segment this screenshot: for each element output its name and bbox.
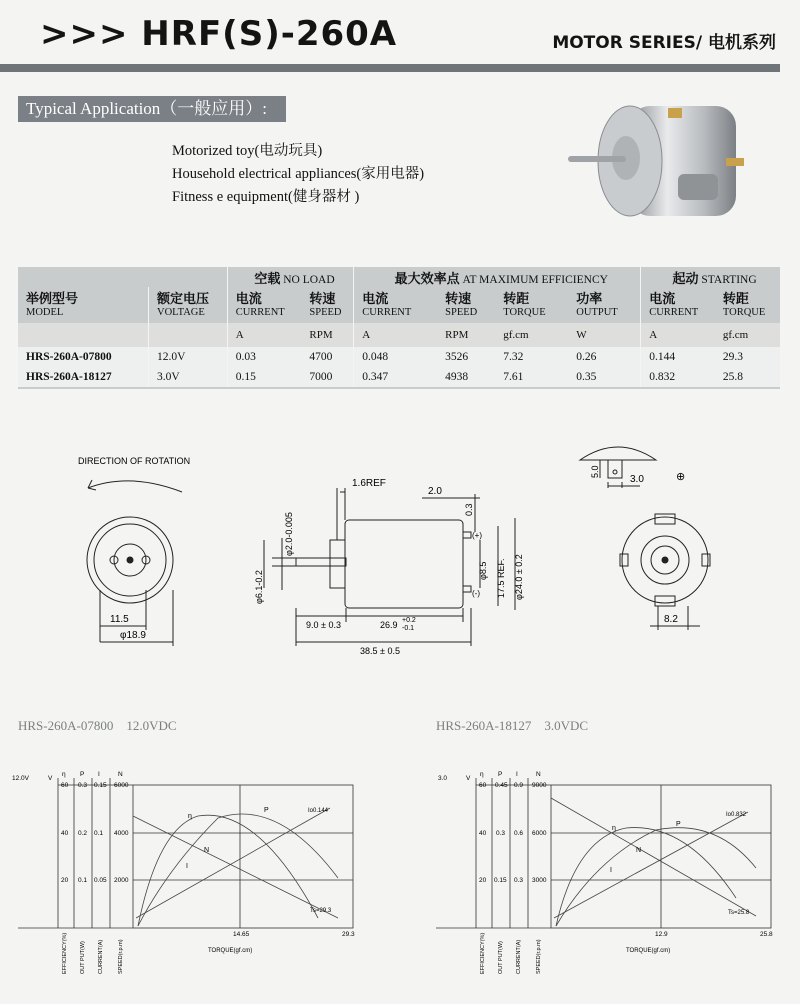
tick-label: 4000 bbox=[114, 830, 129, 837]
tick-label: 40 bbox=[479, 830, 487, 837]
dim-label: φ8.5 bbox=[478, 561, 488, 580]
col-header: 转距 TORQUE bbox=[715, 287, 780, 323]
page-title: >>> HRF(S)-260A bbox=[40, 14, 398, 54]
x-tick: 14.65 bbox=[233, 931, 250, 938]
motor-photo bbox=[560, 96, 760, 236]
col-head: P bbox=[498, 771, 503, 778]
curve-label-p: P bbox=[264, 807, 269, 814]
table-cell: 12.0V bbox=[149, 347, 228, 367]
table-cell: 0.347 bbox=[354, 367, 437, 387]
tick-label: 20 bbox=[479, 877, 487, 884]
table-cell: 3526 bbox=[437, 347, 495, 367]
unit-cell: A bbox=[354, 323, 437, 347]
unit-cell: W bbox=[568, 323, 640, 347]
col-header: 转速 SPEED bbox=[437, 287, 495, 323]
tick-label: 0.3 bbox=[514, 877, 524, 884]
table-cell: 4938 bbox=[437, 367, 495, 387]
axis-label: SPEED(r.p.m) bbox=[536, 939, 542, 974]
dim-label: φ18.9 bbox=[120, 630, 146, 641]
tick-label: 0.3 bbox=[78, 782, 88, 789]
unit-cell: A bbox=[227, 323, 301, 347]
dim-label: φ24.0 ± 0.2 bbox=[514, 554, 524, 600]
axis-label: CURRENT(A) bbox=[516, 939, 522, 974]
col-head: I bbox=[516, 771, 518, 778]
tick-label: 0.9 bbox=[514, 782, 524, 789]
curve-label-eta: η bbox=[612, 825, 616, 832]
table-cell: 3.0V bbox=[149, 367, 228, 387]
curve-label-io: Io0.832 bbox=[726, 812, 747, 818]
col-head: η bbox=[480, 771, 484, 778]
curve-label-i: I bbox=[610, 867, 612, 874]
tick-label: 40 bbox=[61, 830, 69, 837]
unit-cell: RPM bbox=[301, 323, 353, 347]
group-max-efficiency: 最大效率点 AT MAXIMUM EFFICIENCY bbox=[354, 267, 641, 287]
dim-label: 1.6REF bbox=[352, 478, 386, 489]
dim-label: 5.0 bbox=[590, 465, 600, 478]
performance-chart-2 bbox=[436, 768, 780, 980]
application-item: Fitness e equipment(健身器材 ) bbox=[172, 189, 360, 205]
dim-label: φ2.0-0.005 bbox=[284, 512, 294, 556]
terminal-minus: (-) bbox=[472, 589, 480, 598]
tick-label: 0.15 bbox=[94, 782, 107, 789]
page-header bbox=[0, 0, 800, 72]
table-cell: 7000 bbox=[301, 367, 353, 387]
group-no-load: 空载 NO LOAD bbox=[227, 267, 354, 287]
dim-label: 9.0 ± 0.3 bbox=[306, 620, 341, 630]
plus-symbol: ⊕ bbox=[676, 471, 686, 483]
curve-label-io: Io0.144 bbox=[308, 808, 329, 814]
tick-label: 0.1 bbox=[78, 877, 88, 884]
model-cell: HRS-260A-07800 bbox=[18, 347, 149, 367]
table-cell: 7.32 bbox=[495, 347, 568, 367]
tick-label: 9000 bbox=[532, 782, 547, 789]
application-heading: Typical Application（一般应用）: bbox=[18, 96, 286, 122]
tick-label: 0.15 bbox=[494, 877, 507, 884]
tick-label: 20 bbox=[61, 877, 69, 884]
col-head: η bbox=[62, 771, 66, 778]
unit-cell: A bbox=[641, 323, 715, 347]
terminal-plus: (+) bbox=[472, 531, 482, 540]
col-header: 电流 CURRENT bbox=[354, 287, 437, 323]
col-header: 转距 TORQUE bbox=[495, 287, 568, 323]
col-head: V bbox=[48, 775, 53, 782]
table-cell: 0.048 bbox=[354, 347, 437, 367]
unit-cell: gf.cm bbox=[495, 323, 568, 347]
x-tick: 29.3 bbox=[342, 931, 355, 938]
dimension-drawing bbox=[0, 430, 800, 660]
tick-label: 0.2 bbox=[78, 830, 88, 837]
axis-label: EFFICIENCY(%) bbox=[480, 932, 486, 974]
col-head: V bbox=[466, 775, 471, 782]
table-cell: 0.144 bbox=[641, 347, 715, 367]
chart-title-1: HRS-260A-07800 12.0VDC bbox=[18, 718, 177, 733]
table-row bbox=[18, 347, 780, 367]
application-list bbox=[172, 140, 424, 209]
table-cell: 0.35 bbox=[568, 367, 640, 387]
dim-label: 0.3 bbox=[464, 503, 474, 516]
tick-label: 6000 bbox=[114, 782, 129, 789]
unit-cell: RPM bbox=[437, 323, 495, 347]
dim-label: 17.5 REF. bbox=[496, 558, 506, 598]
col-header: 转速 SPEED bbox=[301, 287, 353, 323]
dim-label: φ6.1-0.2 bbox=[254, 570, 264, 604]
table-cell: 29.3 bbox=[715, 347, 780, 367]
tick-label: 6000 bbox=[532, 830, 547, 837]
spec-unit-row bbox=[18, 323, 780, 347]
application-item: Household electrical appliances(家用电器) bbox=[172, 166, 425, 182]
volt-tag: 12.0V bbox=[12, 775, 29, 782]
tick-label: 3000 bbox=[532, 877, 547, 884]
x-tick: 12.9 bbox=[655, 931, 668, 938]
tick-label: 0.1 bbox=[94, 830, 104, 837]
header-bar bbox=[0, 64, 780, 72]
curve-label-ts: Ts=29.3 bbox=[310, 908, 332, 914]
dim-tolerance: -0.1 bbox=[402, 625, 415, 632]
spec-table bbox=[18, 267, 780, 389]
table-cell: 0.15 bbox=[227, 367, 301, 387]
model-cell: HRS-260A-18127 bbox=[18, 367, 149, 387]
tick-label: 0.45 bbox=[495, 782, 508, 789]
table-cell: 0.832 bbox=[641, 367, 715, 387]
tick-label: 2000 bbox=[114, 877, 129, 884]
axis-label: SPEED(r.p.m) bbox=[118, 939, 124, 974]
tick-label: 0.6 bbox=[514, 830, 524, 837]
col-header: 功率 OUTPUT bbox=[568, 287, 640, 323]
dim-label: 26.9 bbox=[380, 620, 398, 630]
curve-label-n: N bbox=[636, 847, 642, 854]
group-starting: 起动 STARTING bbox=[641, 267, 780, 287]
table-cell: 4700 bbox=[301, 347, 353, 367]
col-header: 电流 CURRENT bbox=[641, 287, 715, 323]
curve-label-ts: Ts=25.8 bbox=[728, 910, 750, 916]
spec-header-row bbox=[18, 287, 780, 323]
dim-label: 8.2 bbox=[664, 614, 678, 625]
table-cell: 0.03 bbox=[227, 347, 301, 367]
curve-label-p: P bbox=[676, 821, 681, 828]
dim-label: 11.5 bbox=[110, 614, 129, 625]
chart-title-2: HRS-260A-18127 3.0VDC bbox=[436, 718, 589, 733]
axis-label: OUT PUT(W) bbox=[498, 941, 504, 974]
tick-label: 0.3 bbox=[496, 830, 506, 837]
col-header: 额定电压 VOLTAGE bbox=[149, 287, 228, 323]
table-cell: 0.26 bbox=[568, 347, 640, 367]
application-item: Motorized toy(电动玩具) bbox=[172, 143, 323, 159]
axis-label: EFFICIENCY(%) bbox=[62, 932, 68, 974]
tick-label: 60 bbox=[61, 782, 69, 789]
dim-label: 2.0 bbox=[428, 486, 442, 497]
table-row bbox=[18, 367, 780, 387]
table-cell: 7.61 bbox=[495, 367, 568, 387]
col-head: N bbox=[118, 771, 123, 778]
table-cell: 25.8 bbox=[715, 367, 780, 387]
col-head: I bbox=[98, 771, 100, 778]
curve-label-eta: η bbox=[188, 813, 192, 820]
col-head: N bbox=[536, 771, 541, 778]
volt-tag: 3.0 bbox=[438, 775, 448, 782]
tick-label: 0.05 bbox=[94, 877, 107, 884]
col-head: P bbox=[80, 771, 85, 778]
performance-chart-1 bbox=[12, 768, 368, 980]
axis-label: TORQUE(gf.cm) bbox=[626, 948, 671, 954]
tick-label: 60 bbox=[479, 782, 487, 789]
dim-tolerance: +0.2 bbox=[402, 617, 416, 624]
col-header: 电流 CURRENT bbox=[227, 287, 301, 323]
axis-label: CURRENT(A) bbox=[98, 939, 104, 974]
unit-cell: gf.cm bbox=[715, 323, 780, 347]
dim-label: 38.5 ± 0.5 bbox=[360, 646, 400, 656]
col-header: 举例型号 MODEL bbox=[18, 287, 149, 323]
curve-label-i: I bbox=[186, 863, 188, 870]
curve-label-n: N bbox=[204, 847, 210, 854]
spec-group-row bbox=[18, 267, 780, 287]
rotation-label: DIRECTION OF ROTATION bbox=[78, 456, 191, 466]
axis-label: OUT PUT(W) bbox=[80, 941, 86, 974]
x-tick: 25.8 bbox=[760, 931, 773, 938]
axis-label: TORQUE(gf.cm) bbox=[208, 948, 253, 954]
series-label: MOTOR SERIES/ 电机系列 bbox=[552, 33, 776, 53]
dim-label: 3.0 bbox=[630, 474, 644, 485]
